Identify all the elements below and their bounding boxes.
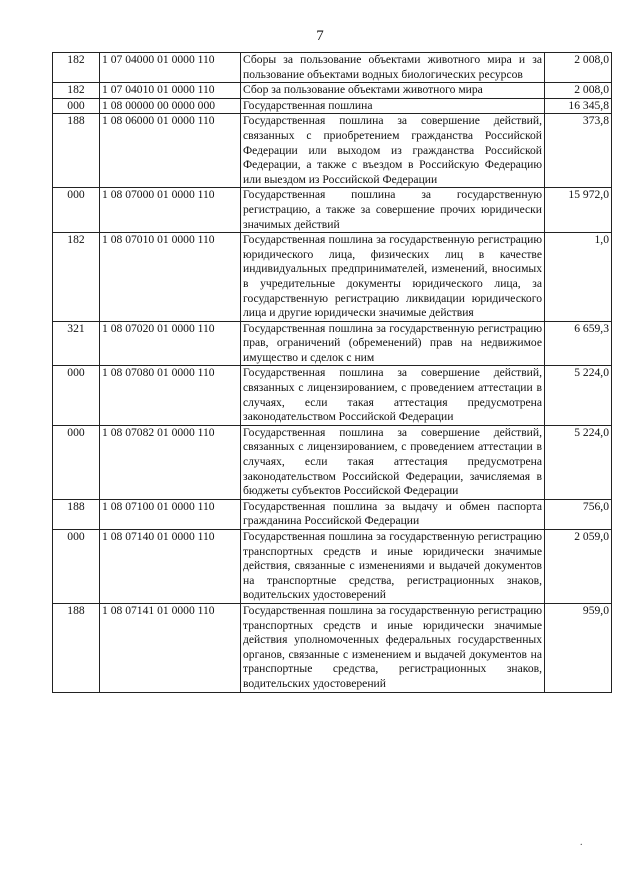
table-row <box>53 366 612 425</box>
revenue-name-cell: Сбор за пользование объектами животного мира <box>241 83 545 99</box>
revenue-name-cell: Государственная пошлина за совершение действий, связанных с приобретением гражданства Российской Федерации или выходом из гражданства Российской Федерации, а также с въездом в Российскую Федерацию или выездом из Российской Федерации <box>241 114 545 188</box>
revenue-name-cell: Государственная пошлина <box>241 98 545 114</box>
table-row <box>53 425 612 499</box>
budget-code-cell: 1 08 07080 01 0000 110 <box>100 366 241 425</box>
amount-cell: 2 059,0 <box>545 530 612 604</box>
amount-cell: 959,0 <box>545 603 612 692</box>
admin-code-cell: 182 <box>53 233 100 322</box>
budget-code-cell: 1 08 07000 01 0000 110 <box>100 188 241 233</box>
admin-code-cell: 000 <box>53 530 100 604</box>
budget-code-cell: 1 07 04010 01 0000 110 <box>100 83 241 99</box>
table-row <box>53 114 612 188</box>
budget-code-cell: 1 08 07082 01 0000 110 <box>100 425 241 499</box>
amount-cell: 5 224,0 <box>545 366 612 425</box>
amount-cell: 1,0 <box>545 233 612 322</box>
revenue-name-cell: Государственная пошлина за выдачу и обмен паспорта гражданина Российской Федерации <box>241 499 545 529</box>
admin-code-cell: 188 <box>53 114 100 188</box>
revenue-name-cell: Государственная пошлина за государственную регистрацию транспортных средств и иные юридически значимые действия, связанные с изменениями и выдачей документов на транспортные средства, регистрационных знаков, водительских удостоверений <box>241 530 545 604</box>
revenue-name-cell: Сборы за пользование объектами животного мира и за пользование объектами водных биологических ресурсов <box>241 53 545 83</box>
amount-cell: 2 008,0 <box>545 83 612 99</box>
revenue-name-cell: Государственная пошлина за государственную регистрацию, а также за совершение прочих юридически значимых действий <box>241 188 545 233</box>
amount-cell: 5 224,0 <box>545 425 612 499</box>
revenue-name-cell: Государственная пошлина за совершение действий, связанных с лицензированием, с проведением аттестации в случаях, если такая аттестация предусмотрена законодательством Российской Федерации <box>241 366 545 425</box>
table-row <box>53 83 612 99</box>
budget-code-cell: 1 08 07020 01 0000 110 <box>100 321 241 366</box>
budget-code-cell: 1 08 07010 01 0000 110 <box>100 233 241 322</box>
revenue-name-cell: Государственная пошлина за государственную регистрацию юридического лица, физических лиц в качестве индивидуальных предпринимателей, изменений, вносимых в учредительные документы юридического лица, за государственную регистрацию ликвидации юридического лица и другие юридически значимые действия <box>241 233 545 322</box>
revenue-name-cell: Государственная пошлина за государственную регистрацию прав, ограничений (обременений) прав на недвижимое имущество и сделок с ним <box>241 321 545 366</box>
budget-code-cell: 1 08 07140 01 0000 110 <box>100 530 241 604</box>
amount-cell: 6 659,3 <box>545 321 612 366</box>
amount-cell: 373,8 <box>545 114 612 188</box>
amount-cell: 15 972,0 <box>545 188 612 233</box>
scan-dot: . <box>580 837 583 848</box>
admin-code-cell: 000 <box>53 366 100 425</box>
table-row <box>53 233 612 322</box>
admin-code-cell: 182 <box>53 83 100 99</box>
amount-cell: 756,0 <box>545 499 612 529</box>
table-row <box>53 188 612 233</box>
budget-code-cell: 1 07 04000 01 0000 110 <box>100 53 241 83</box>
amount-cell: 16 345,8 <box>545 98 612 114</box>
amount-cell: 2 008,0 <box>545 53 612 83</box>
budget-code-cell: 1 08 06000 01 0000 110 <box>100 114 241 188</box>
table-row <box>53 321 612 366</box>
admin-code-cell: 188 <box>53 499 100 529</box>
admin-code-cell: 182 <box>53 53 100 83</box>
revenue-table <box>52 52 612 693</box>
budget-code-cell: 1 08 07100 01 0000 110 <box>100 499 241 529</box>
admin-code-cell: 321 <box>53 321 100 366</box>
budget-code-cell: 1 08 00000 00 0000 000 <box>100 98 241 114</box>
admin-code-cell: 188 <box>53 603 100 692</box>
table-body <box>53 53 612 693</box>
revenue-name-cell: Государственная пошлина за совершение действий, связанных с лицензированием, с проведением аттестации в случаях, если такая аттестация предусмотрена законодательством Российской Федерации, зачисляемая в бюджеты субъектов Российской Федерации <box>241 425 545 499</box>
table-row <box>53 98 612 114</box>
admin-code-cell: 000 <box>53 188 100 233</box>
page-number: 7 <box>316 28 324 44</box>
revenue-name-cell: Государственная пошлина за государственную регистрацию транспортных средств и иные юридически значимые действия уполномоченных федеральных государственных органов, связанные с изменением и выдачей документов на транспортные средства, регистрационных знаков, водительских удостоверений <box>241 603 545 692</box>
budget-code-cell: 1 08 07141 01 0000 110 <box>100 603 241 692</box>
table-row <box>53 53 612 83</box>
table-row <box>53 603 612 692</box>
admin-code-cell: 000 <box>53 98 100 114</box>
table-row <box>53 499 612 529</box>
admin-code-cell: 000 <box>53 425 100 499</box>
table-row <box>53 530 612 604</box>
